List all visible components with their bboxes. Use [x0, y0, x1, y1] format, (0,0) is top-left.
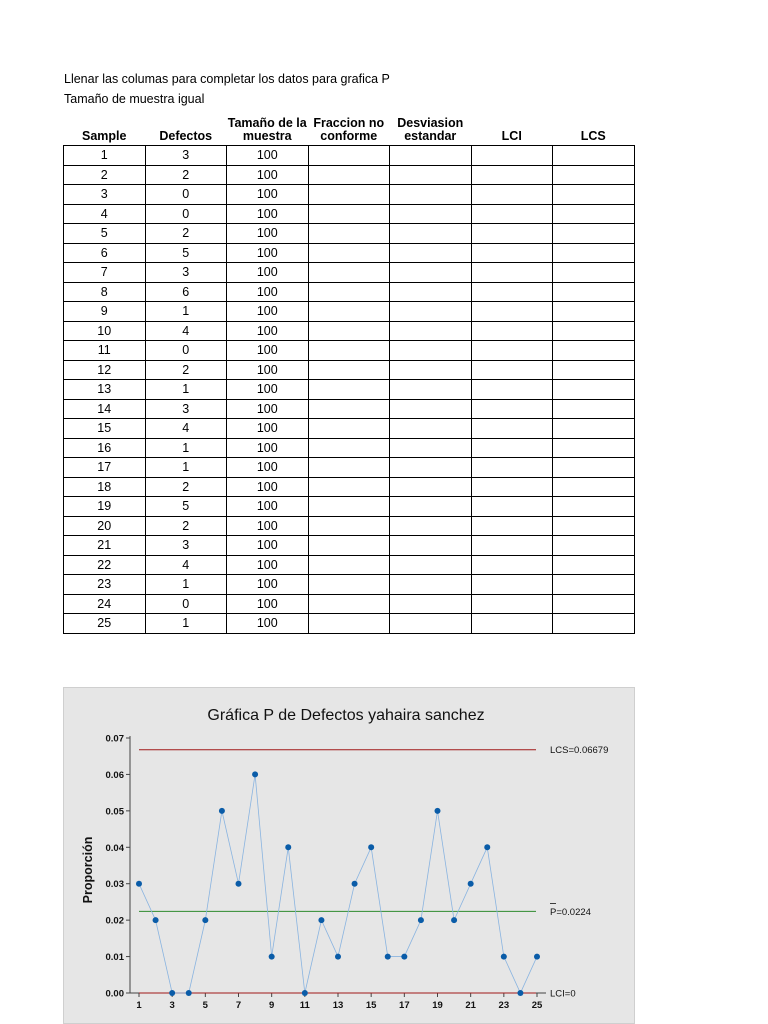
- cell-desviasion[interactable]: [390, 165, 472, 185]
- table-row: [64, 224, 635, 244]
- cell-lcs[interactable]: [553, 360, 635, 380]
- header-sample: Sample: [82, 129, 127, 143]
- cell-defectos[interactable]: 0: [145, 204, 227, 224]
- cell-fraccion[interactable]: [308, 263, 390, 283]
- cell-lcs[interactable]: [553, 146, 635, 166]
- cell-lci[interactable]: [471, 204, 553, 224]
- header-tamano-muestra: Tamaño de la muestra: [227, 116, 307, 143]
- cell-sample[interactable]: 11: [64, 341, 146, 361]
- table-row: [64, 204, 635, 224]
- cell-lcs[interactable]: [553, 516, 635, 536]
- data-table: [63, 113, 635, 634]
- data-point: [468, 881, 474, 887]
- cell-tamano[interactable]: 100: [227, 224, 309, 244]
- table-row: [64, 380, 635, 400]
- cell-defectos[interactable]: 0: [145, 594, 227, 614]
- cell-desviasion[interactable]: [390, 185, 472, 205]
- cell-fraccion[interactable]: [308, 516, 390, 536]
- cell-desviasion[interactable]: [390, 360, 472, 380]
- cell-lcs[interactable]: [553, 224, 635, 244]
- cell-defectos[interactable]: 4: [145, 321, 227, 341]
- data-point: [153, 917, 159, 923]
- cell-desviasion[interactable]: [390, 204, 472, 224]
- cell-fraccion[interactable]: [308, 204, 390, 224]
- header-lci: LCI: [501, 129, 522, 143]
- data-point: [219, 808, 225, 814]
- x-tick-label: 25: [531, 1000, 543, 1011]
- cell-defectos[interactable]: 5: [145, 497, 227, 517]
- cell-desviasion[interactable]: [390, 555, 472, 575]
- cell-lcs[interactable]: [553, 419, 635, 439]
- cell-fraccion[interactable]: [308, 497, 390, 517]
- cell-tamano[interactable]: 100: [227, 614, 309, 634]
- header-defectos: Defectos: [159, 129, 213, 143]
- cell-fraccion[interactable]: [308, 380, 390, 400]
- cell-fraccion[interactable]: [308, 146, 390, 166]
- cell-defectos[interactable]: 0: [145, 185, 227, 205]
- cell-desviasion[interactable]: [390, 458, 472, 478]
- cell-tamano[interactable]: 100: [227, 438, 309, 458]
- cell-tamano[interactable]: 100: [227, 302, 309, 322]
- cell-lcs[interactable]: [553, 204, 635, 224]
- cell-fraccion[interactable]: [308, 399, 390, 419]
- cell-fraccion[interactable]: [308, 419, 390, 439]
- cell-defectos[interactable]: 2: [145, 224, 227, 244]
- cell-lcs[interactable]: [553, 555, 635, 575]
- cell-defectos[interactable]: 1: [145, 438, 227, 458]
- cell-fraccion[interactable]: [308, 243, 390, 263]
- cell-sample[interactable]: 23: [64, 575, 146, 595]
- cell-fraccion[interactable]: [308, 575, 390, 595]
- data-point: [352, 881, 358, 887]
- data-point: [484, 844, 490, 850]
- table-body: [64, 146, 635, 634]
- data-point: [368, 844, 374, 850]
- cell-lci[interactable]: [471, 165, 553, 185]
- y-tick-label: 0.02: [105, 915, 124, 927]
- p-chart: [63, 687, 635, 1024]
- cell-lci[interactable]: [471, 477, 553, 497]
- table-row: [64, 282, 635, 302]
- data-point: [285, 844, 291, 850]
- cell-sample[interactable]: 3: [64, 185, 146, 205]
- table-row: [64, 477, 635, 497]
- y-tick-label: 0.00: [105, 988, 124, 1000]
- cell-fraccion[interactable]: [308, 477, 390, 497]
- cell-lci[interactable]: [471, 594, 553, 614]
- cell-sample[interactable]: 2: [64, 165, 146, 185]
- cell-fraccion[interactable]: [308, 302, 390, 322]
- table-row: [64, 321, 635, 341]
- cell-desviasion[interactable]: [390, 536, 472, 556]
- cell-defectos[interactable]: 6: [145, 282, 227, 302]
- cell-lci[interactable]: [471, 263, 553, 283]
- cell-lci[interactable]: [471, 575, 553, 595]
- cell-defectos[interactable]: 4: [145, 555, 227, 575]
- data-point: [385, 954, 391, 960]
- cell-desviasion[interactable]: [390, 282, 472, 302]
- cell-lcs[interactable]: [553, 263, 635, 283]
- x-tick-label: 15: [365, 1000, 377, 1011]
- cell-fraccion[interactable]: [308, 282, 390, 302]
- cell-sample[interactable]: 9: [64, 302, 146, 322]
- data-point: [501, 954, 507, 960]
- y-tick-label: 0.06: [105, 769, 124, 781]
- lcl-label: LCI=0: [550, 988, 576, 1000]
- cell-lcs[interactable]: [553, 536, 635, 556]
- cell-tamano[interactable]: 100: [227, 536, 309, 556]
- cell-lcs[interactable]: [553, 458, 635, 478]
- cell-defectos[interactable]: 3: [145, 263, 227, 283]
- cell-sample[interactable]: 12: [64, 360, 146, 380]
- cell-lci[interactable]: [471, 224, 553, 244]
- table-row: [64, 146, 635, 166]
- center-label: P=0.0224: [550, 906, 591, 918]
- ucl-label: LCS=0.06679: [550, 745, 609, 757]
- table-row: [64, 614, 635, 634]
- cell-sample[interactable]: 4: [64, 204, 146, 224]
- cell-defectos[interactable]: 2: [145, 360, 227, 380]
- y-axis-label: Proporción: [81, 836, 95, 904]
- y-tick-label: 0.01: [105, 952, 124, 964]
- data-point: [517, 990, 523, 996]
- x-tick-label: 5: [202, 1000, 208, 1011]
- cell-desviasion[interactable]: [390, 594, 472, 614]
- header-fraccion-no-conforme: Fraccion no conforme: [313, 116, 385, 143]
- cell-fraccion[interactable]: [308, 341, 390, 361]
- cell-tamano[interactable]: 100: [227, 594, 309, 614]
- cell-tamano[interactable]: 100: [227, 341, 309, 361]
- cell-sample[interactable]: 21: [64, 536, 146, 556]
- table-row: [64, 594, 635, 614]
- data-point: [435, 808, 441, 814]
- cell-fraccion[interactable]: [308, 614, 390, 634]
- cell-lci[interactable]: [471, 536, 553, 556]
- instructions-line-1: Llenar las columas para completar los datos para grafica P: [64, 72, 390, 86]
- cell-sample[interactable]: 8: [64, 282, 146, 302]
- cell-lci[interactable]: [471, 438, 553, 458]
- cell-lci[interactable]: [471, 555, 553, 575]
- cell-sample[interactable]: 24: [64, 594, 146, 614]
- cell-fraccion[interactable]: [308, 438, 390, 458]
- cell-defectos[interactable]: 3: [145, 399, 227, 419]
- data-point: [136, 881, 142, 887]
- cell-lcs[interactable]: [553, 165, 635, 185]
- cell-desviasion[interactable]: [390, 614, 472, 634]
- data-point: [335, 954, 341, 960]
- cell-sample[interactable]: 15: [64, 419, 146, 439]
- cell-lcs[interactable]: [553, 477, 635, 497]
- cell-sample[interactable]: 18: [64, 477, 146, 497]
- cell-lcs[interactable]: [553, 399, 635, 419]
- cell-sample[interactable]: 14: [64, 399, 146, 419]
- data-point: [418, 917, 424, 923]
- cell-lci[interactable]: [471, 321, 553, 341]
- header-desviasion-estandar: Desviasion estandar: [397, 116, 464, 143]
- cell-tamano[interactable]: 100: [227, 146, 309, 166]
- x-tick-label: 19: [432, 1000, 443, 1011]
- table-row: [64, 165, 635, 185]
- table-row: [64, 575, 635, 595]
- table-row: [64, 243, 635, 263]
- cell-fraccion[interactable]: [308, 594, 390, 614]
- table-row: [64, 438, 635, 458]
- data-point: [534, 954, 540, 960]
- cell-tamano[interactable]: 100: [227, 243, 309, 263]
- cell-sample[interactable]: 1: [64, 146, 146, 166]
- cell-sample[interactable]: 7: [64, 263, 146, 283]
- p-chart-svg: [64, 688, 635, 1024]
- cell-lci[interactable]: [471, 497, 553, 517]
- cell-desviasion[interactable]: [390, 419, 472, 439]
- table-row: [64, 555, 635, 575]
- x-tick-label: 17: [399, 1000, 410, 1011]
- cell-sample[interactable]: 10: [64, 321, 146, 341]
- cell-tamano[interactable]: 100: [227, 204, 309, 224]
- data-point: [451, 917, 457, 923]
- y-tick-label: 0.04: [105, 842, 124, 854]
- cell-sample[interactable]: 6: [64, 243, 146, 263]
- cell-tamano[interactable]: 100: [227, 321, 309, 341]
- data-point: [302, 990, 308, 996]
- table-row: [64, 419, 635, 439]
- cell-defectos[interactable]: 1: [145, 575, 227, 595]
- cell-lcs[interactable]: [553, 282, 635, 302]
- table-row: [64, 458, 635, 478]
- cell-lci[interactable]: [471, 399, 553, 419]
- cell-lci[interactable]: [471, 516, 553, 536]
- cell-defectos[interactable]: 2: [145, 516, 227, 536]
- x-tick-label: 3: [169, 1000, 175, 1011]
- cell-lci[interactable]: [471, 360, 553, 380]
- cell-lcs[interactable]: [553, 438, 635, 458]
- cell-sample[interactable]: 22: [64, 555, 146, 575]
- cell-sample[interactable]: 13: [64, 380, 146, 400]
- cell-tamano[interactable]: 100: [227, 575, 309, 595]
- cell-desviasion[interactable]: [390, 380, 472, 400]
- data-point: [169, 990, 175, 996]
- cell-tamano[interactable]: 100: [227, 555, 309, 575]
- cell-desviasion[interactable]: [390, 302, 472, 322]
- cell-tamano[interactable]: 100: [227, 458, 309, 478]
- cell-fraccion[interactable]: [308, 224, 390, 244]
- table-row: [64, 497, 635, 517]
- cell-lcs[interactable]: [553, 614, 635, 634]
- cell-lci[interactable]: [471, 302, 553, 322]
- cell-fraccion[interactable]: [308, 458, 390, 478]
- cell-desviasion[interactable]: [390, 438, 472, 458]
- cell-fraccion[interactable]: [308, 360, 390, 380]
- cell-tamano[interactable]: 100: [227, 185, 309, 205]
- chart-title: Gráfica P de Defectos yahaira sanchez: [207, 707, 485, 724]
- cell-lcs[interactable]: [553, 302, 635, 322]
- cell-tamano[interactable]: 100: [227, 360, 309, 380]
- data-point: [202, 917, 208, 923]
- data-point: [236, 881, 242, 887]
- table-row: [64, 341, 635, 361]
- cell-lci[interactable]: [471, 185, 553, 205]
- cell-defectos[interactable]: 3: [145, 146, 227, 166]
- cell-lci[interactable]: [471, 243, 553, 263]
- table-row: [64, 516, 635, 536]
- cell-lcs[interactable]: [553, 321, 635, 341]
- instructions-line-2: Tamaño de muestra igual: [64, 92, 205, 106]
- cell-sample[interactable]: 20: [64, 516, 146, 536]
- x-tick-label: 21: [465, 1000, 476, 1011]
- table-row: [64, 185, 635, 205]
- cell-lci[interactable]: [471, 282, 553, 302]
- cell-fraccion[interactable]: [308, 555, 390, 575]
- cell-lci[interactable]: [471, 380, 553, 400]
- cell-sample[interactable]: 16: [64, 438, 146, 458]
- cell-lci[interactable]: [471, 146, 553, 166]
- cell-tamano[interactable]: 100: [227, 516, 309, 536]
- cell-fraccion[interactable]: [308, 321, 390, 341]
- cell-defectos[interactable]: 4: [145, 419, 227, 439]
- cell-desviasion[interactable]: [390, 243, 472, 263]
- data-point: [186, 990, 192, 996]
- y-tick-label: 0.03: [105, 879, 124, 891]
- cell-sample[interactable]: 19: [64, 497, 146, 517]
- cell-desviasion[interactable]: [390, 321, 472, 341]
- data-point: [401, 954, 407, 960]
- data-point: [269, 954, 275, 960]
- cell-fraccion[interactable]: [308, 165, 390, 185]
- x-tick-label: 13: [332, 1000, 344, 1011]
- cell-defectos[interactable]: 2: [145, 165, 227, 185]
- x-tick-label: 9: [269, 1000, 275, 1011]
- cell-desviasion[interactable]: [390, 341, 472, 361]
- cell-defectos[interactable]: 1: [145, 302, 227, 322]
- cell-lcs[interactable]: [553, 341, 635, 361]
- cell-desviasion[interactable]: [390, 146, 472, 166]
- table-row: [64, 536, 635, 556]
- cell-sample[interactable]: 17: [64, 458, 146, 478]
- data-point: [318, 917, 324, 923]
- cell-lcs[interactable]: [553, 243, 635, 263]
- cell-tamano[interactable]: 100: [227, 282, 309, 302]
- cell-desviasion[interactable]: [390, 497, 472, 517]
- table-row: [64, 302, 635, 322]
- cell-defectos[interactable]: 5: [145, 243, 227, 263]
- y-tick-label: 0.05: [105, 806, 124, 818]
- x-tick-label: 7: [235, 1000, 242, 1011]
- cell-tamano[interactable]: 100: [227, 419, 309, 439]
- y-tick-label: 0.07: [105, 733, 124, 745]
- data-point: [252, 771, 258, 777]
- cell-defectos[interactable]: 2: [145, 477, 227, 497]
- cell-lcs[interactable]: [553, 497, 635, 517]
- cell-lci[interactable]: [471, 614, 553, 634]
- cell-lci[interactable]: [471, 419, 553, 439]
- cell-defectos[interactable]: 1: [145, 458, 227, 478]
- cell-lci[interactable]: [471, 458, 553, 478]
- x-tick-label: 11: [299, 1000, 310, 1011]
- cell-defectos[interactable]: 0: [145, 341, 227, 361]
- cell-lcs[interactable]: [553, 185, 635, 205]
- cell-desviasion[interactable]: [390, 399, 472, 419]
- cell-desviasion[interactable]: [390, 224, 472, 244]
- cell-sample[interactable]: 5: [64, 224, 146, 244]
- cell-fraccion[interactable]: [308, 536, 390, 556]
- table-header-row: [64, 113, 635, 146]
- cell-tamano[interactable]: 100: [227, 263, 309, 283]
- cell-lcs[interactable]: [553, 575, 635, 595]
- cell-tamano[interactable]: 100: [227, 165, 309, 185]
- table-row: [64, 360, 635, 380]
- cell-desviasion[interactable]: [390, 516, 472, 536]
- x-tick-label: 1: [136, 1000, 142, 1011]
- plot-area: [106, 734, 609, 1012]
- cell-lcs[interactable]: [553, 380, 635, 400]
- cell-tamano[interactable]: 100: [227, 497, 309, 517]
- cell-tamano[interactable]: 100: [227, 380, 309, 400]
- cell-desviasion[interactable]: [390, 477, 472, 497]
- cell-fraccion[interactable]: [308, 185, 390, 205]
- table-row: [64, 399, 635, 419]
- cell-defectos[interactable]: 3: [145, 536, 227, 556]
- cell-defectos[interactable]: 1: [145, 380, 227, 400]
- cell-lcs[interactable]: [553, 594, 635, 614]
- header-lcs: LCS: [580, 129, 606, 143]
- cell-lci[interactable]: [471, 341, 553, 361]
- cell-tamano[interactable]: 100: [227, 477, 309, 497]
- cell-defectos[interactable]: 1: [145, 614, 227, 634]
- x-tick-label: 23: [498, 1000, 510, 1011]
- cell-desviasion[interactable]: [390, 263, 472, 283]
- table-row: [64, 263, 635, 283]
- cell-sample[interactable]: 25: [64, 614, 146, 634]
- cell-desviasion[interactable]: [390, 575, 472, 595]
- cell-tamano[interactable]: 100: [227, 399, 309, 419]
